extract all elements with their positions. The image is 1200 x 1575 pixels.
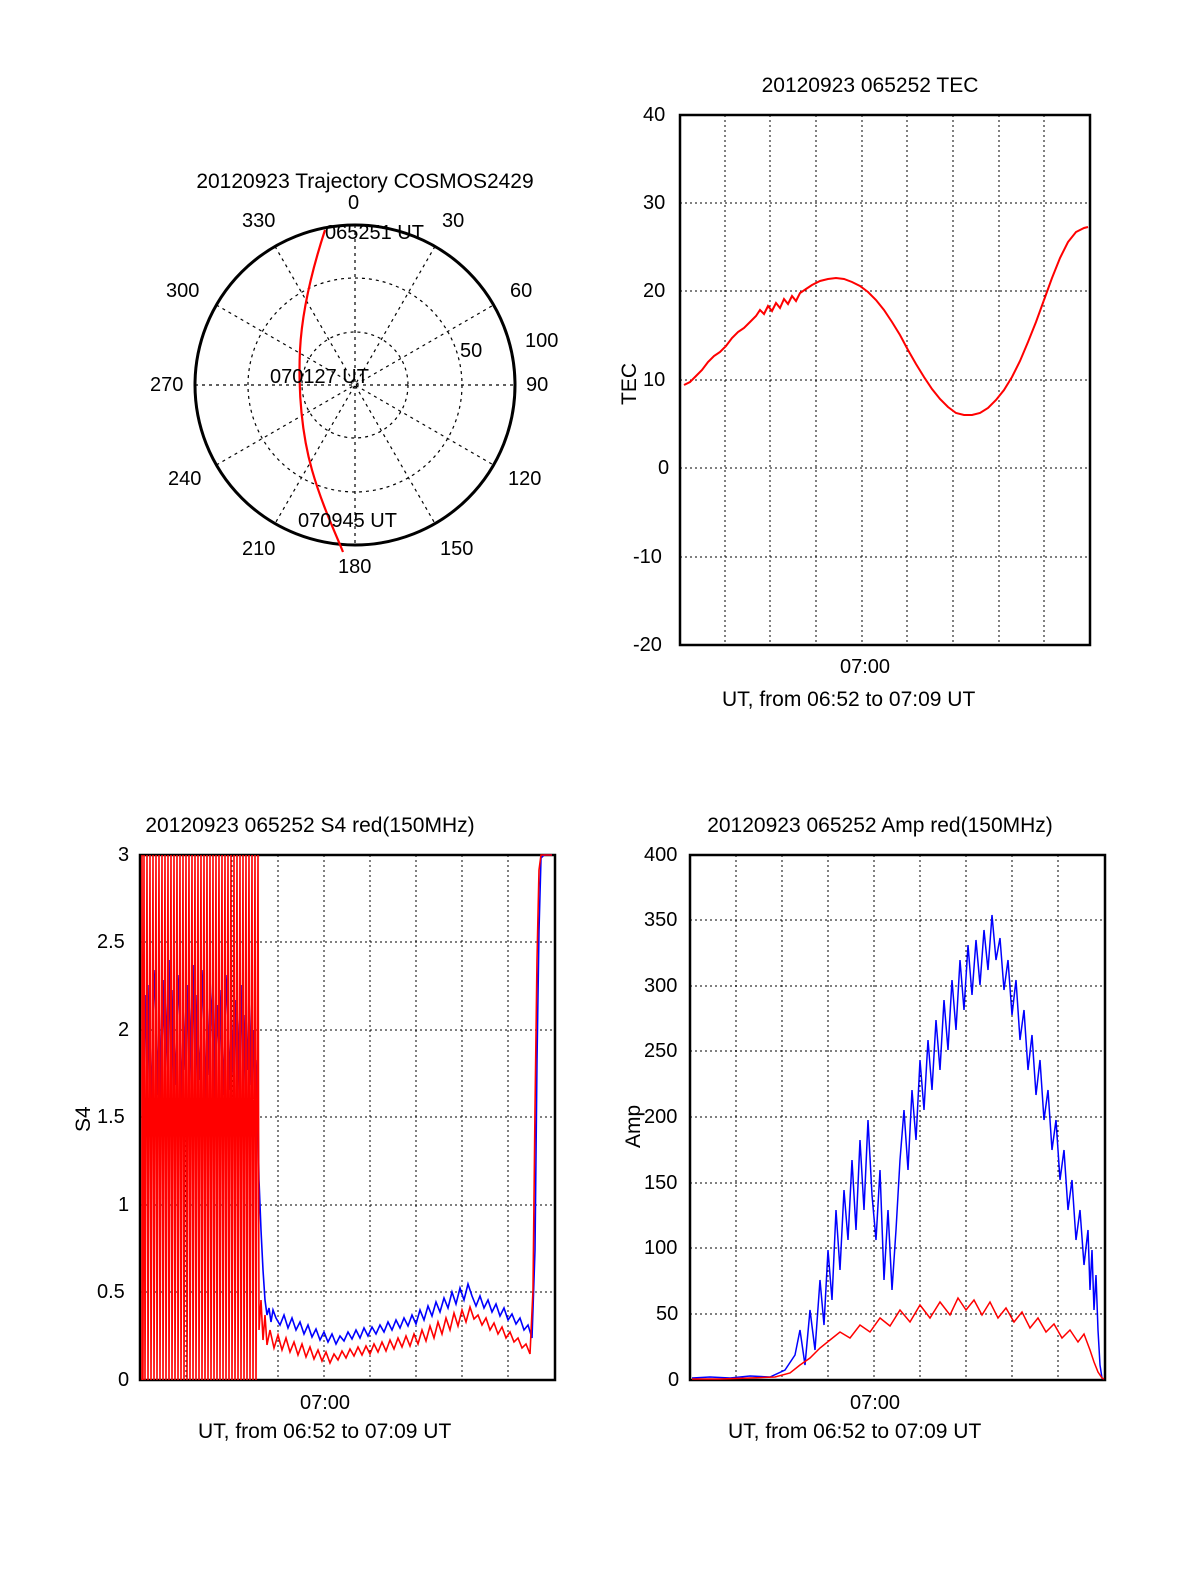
tec-title: 20120923 065252 TEC: [761, 74, 979, 97]
trajectory-track: [300, 230, 344, 552]
elevation-label-50: 50: [460, 340, 483, 362]
amp-ytick-0: 0: [668, 1369, 680, 1391]
s4-xtick-0700: 07:00: [300, 1392, 351, 1414]
elevation-label-100: 100: [525, 330, 559, 352]
amp-ytick-100: 100: [644, 1237, 678, 1259]
start-time-label: 065251 UT: [325, 222, 424, 244]
amp-title: 20120923 065252 Amp red(150MHz): [707, 814, 1053, 837]
amp-panel: [600, 810, 1160, 1450]
tec-series-red: [684, 227, 1088, 415]
azimuth-label-90: 90: [526, 374, 549, 396]
azimuth-label-30: 30: [442, 210, 465, 232]
amp-ylabel: Amp: [622, 1104, 645, 1148]
s4-ytick-0p5: 0.5: [97, 1281, 125, 1303]
tec-ytick-30: 30: [643, 192, 666, 214]
amp-ytick-400: 400: [644, 844, 678, 866]
trajectory-title: 20120923 Trajectory COSMOS2429: [196, 170, 534, 193]
tec-plot: [600, 70, 1120, 720]
amp-series-red: [692, 1298, 1104, 1379]
s4-ylabel: S4: [72, 1106, 95, 1132]
amp-xtick-0700: 07:00: [850, 1392, 901, 1414]
azimuth-label-120: 120: [508, 468, 542, 490]
amp-ytick-50: 50: [656, 1303, 679, 1325]
amp-series-blue: [692, 915, 1104, 1379]
s4-ytick-3: 3: [118, 844, 130, 866]
amp-plot: [600, 810, 1160, 1450]
end-time-label: 070945 UT: [298, 510, 397, 532]
s4-title: 20120923 065252 S4 red(150MHz): [145, 814, 475, 837]
amp-ytick-250: 250: [644, 1040, 678, 1062]
azimuth-label-300: 300: [166, 280, 200, 302]
trajectory-panel: [130, 160, 600, 600]
tec-grid: [680, 115, 1090, 645]
tec-ytick-20: 20: [643, 280, 666, 302]
s4-panel: [30, 810, 590, 1450]
mid-time-label: 070127 UT: [270, 366, 369, 388]
tec-ytick-neg10: -10: [633, 546, 662, 568]
s4-plot: [30, 810, 590, 1450]
azimuth-label-180: 180: [338, 556, 372, 578]
tec-ytick-40: 40: [643, 104, 666, 126]
s4-ytick-2p5: 2.5: [97, 931, 125, 953]
tec-panel: [600, 70, 1120, 720]
amp-xlabel: UT, from 06:52 to 07:09 UT: [728, 1420, 982, 1443]
tec-xtick-0700: 07:00: [840, 656, 891, 678]
tec-xlabel: UT, from 06:52 to 07:09 UT: [722, 688, 976, 711]
azimuth-label-270: 270: [150, 374, 184, 396]
azimuth-label-0: 0: [348, 192, 360, 214]
azimuth-label-60: 60: [510, 280, 533, 302]
s4-ytick-1: 1: [118, 1194, 130, 1216]
amp-ytick-300: 300: [644, 975, 678, 997]
s4-ytick-2: 2: [118, 1019, 130, 1041]
azimuth-label-150: 150: [440, 538, 474, 560]
azimuth-label-240: 240: [168, 468, 202, 490]
amp-grid: [690, 855, 1105, 1380]
s4-ytick-0: 0: [118, 1369, 130, 1391]
tec-ytick-neg20: -20: [633, 634, 662, 656]
s4-xlabel: UT, from 06:52 to 07:09 UT: [198, 1420, 452, 1443]
azimuth-label-330: 330: [242, 210, 276, 232]
amp-axes-frame: [690, 855, 1105, 1380]
tec-ylabel: TEC: [618, 363, 641, 405]
s4-ytick-1p5: 1.5: [97, 1106, 125, 1128]
tec-ytick-10: 10: [643, 369, 666, 391]
amp-ytick-350: 350: [644, 909, 678, 931]
tec-ytick-0: 0: [658, 457, 670, 479]
azimuth-label-210: 210: [242, 538, 276, 560]
amp-ytick-150: 150: [644, 1172, 678, 1194]
amp-ytick-200: 200: [644, 1106, 678, 1128]
